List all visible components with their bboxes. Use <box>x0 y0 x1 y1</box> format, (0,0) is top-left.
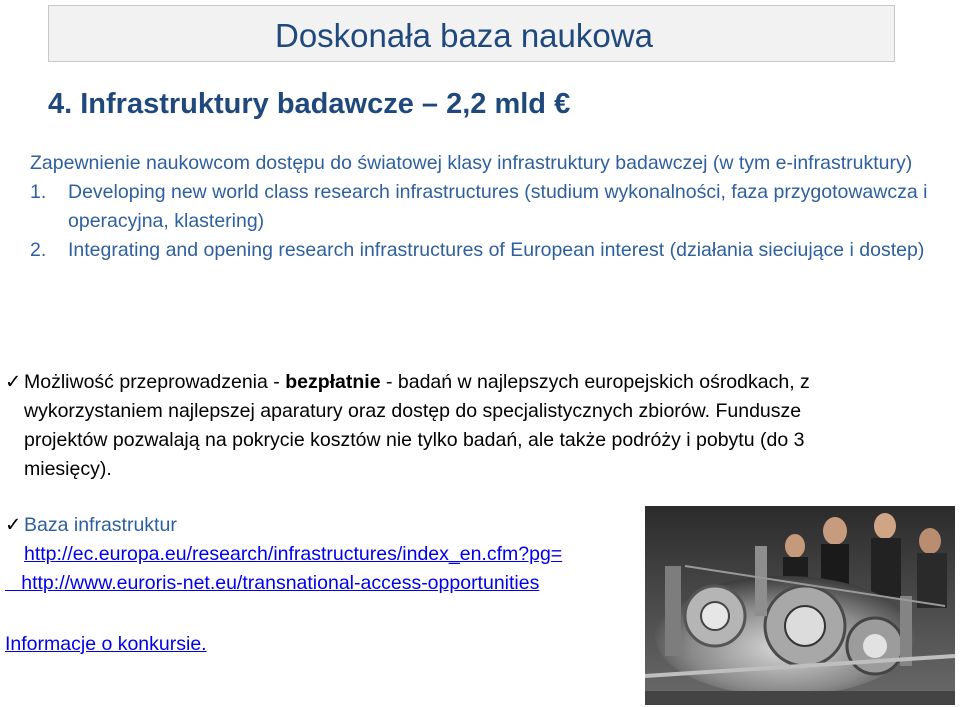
database-label: Baza infrastruktur <box>24 514 177 536</box>
numbered-item-2 <box>30 236 930 265</box>
item-number: 1. <box>30 181 47 203</box>
title-bar <box>48 5 895 62</box>
bold-text: bezpłatnie <box>285 371 381 393</box>
link-ec-europa[interactable]: http://ec.europa.eu/research/infrastructures/index_en.cfm?pg= <box>24 543 563 565</box>
slide-subtitle: 4. Infrastruktury badawcze – 2,2 mld € <box>48 88 571 120</box>
checkmark-icon: ✓ <box>5 514 22 536</box>
photo-drawing <box>645 506 955 705</box>
slide-title: Doskonała baza naukowa <box>275 17 653 54</box>
check-item-access <box>5 368 835 484</box>
item-text: Integrating and opening research infrastructures of European interest (działania sieciujące i dostep) <box>68 239 925 261</box>
numbered-item-1 <box>30 178 930 236</box>
intro-text: Zapewnienie naukowcom dostępu do światowej klasy infrastruktury badawczej (w tym e-infrastruktury) <box>30 152 913 174</box>
intro-block <box>30 149 930 265</box>
item-text: Developing new world class research infrastructures (studium wykonalności, faza przygotowawcza i operacyjna, klastering) <box>68 181 928 232</box>
text-part: Możliwość przeprowadzenia - <box>24 371 286 393</box>
item-number: 2. <box>30 239 47 261</box>
link-euroris[interactable]: http://www.euroris-net.eu/transnational-access-opportunities <box>5 572 540 594</box>
check-text <box>24 368 835 484</box>
laboratory-equipment-photo <box>645 506 955 705</box>
checkmark-icon: ✓ <box>5 371 22 393</box>
text-part: - badań w najlepszych europejskich ośrodkach, z wykorzystaniem najlepszej aparatury oraz dostęp do specjalistycznych zbiorów. Fundusze projektów pozwalają na pokrycie kosztów nie tylko badań, ale także podróży i pobytu (do 3 miesięcy). <box>24 371 810 480</box>
info-link[interactable]: Informacje o konkursie. <box>5 633 207 655</box>
